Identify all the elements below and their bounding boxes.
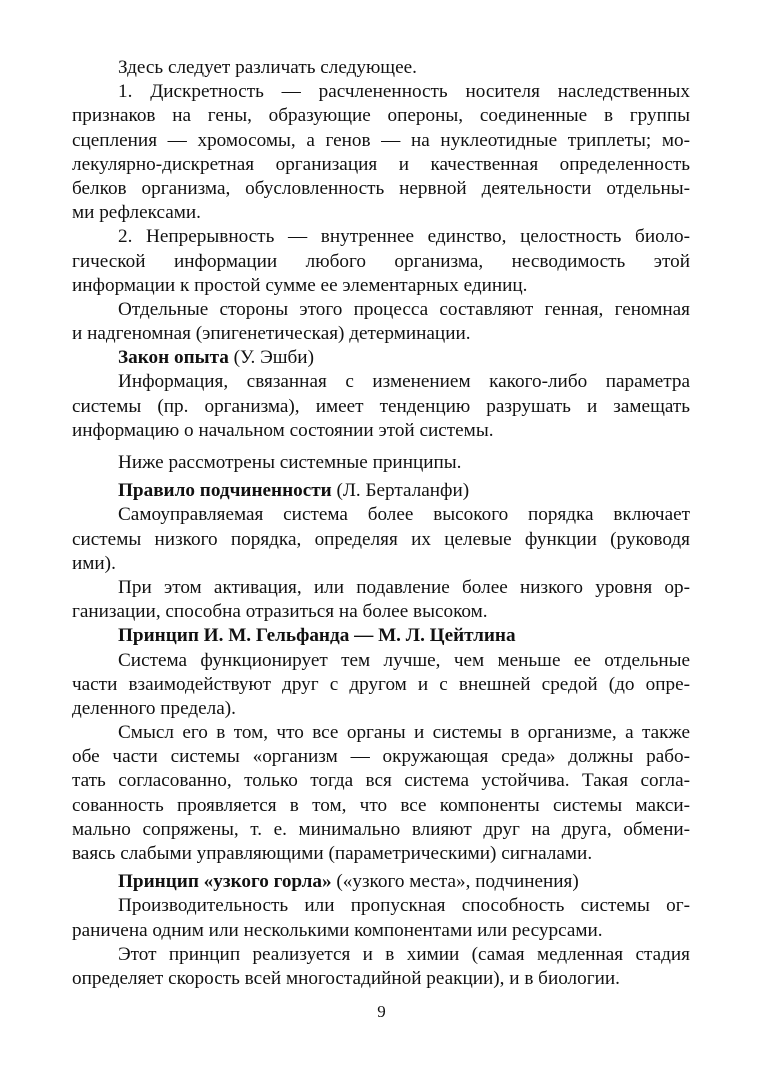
text-line: обе части системы «организм — окружающая среда» должны рабо-: [72, 746, 690, 768]
heading-author: (Л. Берталанфи): [331, 480, 470, 502]
text-line: ваясь слабыми управляющими (параметрическими) сигналами.: [72, 843, 593, 864]
section-heading-gelfand: [72, 624, 690, 648]
text-line: Производительность или пропускная способность системы ог-: [118, 895, 690, 917]
text-line: Самоуправляемая система более высокого порядка включает: [118, 504, 690, 526]
text-line: Этот принцип реализуется и в химии (самая медленная стадия: [118, 943, 690, 965]
heading-author: (У. Эшби): [228, 347, 314, 369]
text-line: Ниже рассмотрены системные принципы.: [118, 452, 462, 473]
text-line: сцепления — хромосомы, а генов — на нуклеотидные триплеты; мо-: [72, 129, 690, 151]
text-line: ими).: [72, 552, 116, 574]
text-line: ми рефлексами.: [72, 202, 201, 224]
text-line: и надгеномная (эпигенетическая) детерминации.: [72, 323, 471, 345]
page-body: [72, 56, 690, 991]
text-line: мально сопряжены, т. е. минимально влияют друг на друга, обмени-: [72, 818, 690, 840]
page-number: 9: [377, 1002, 386, 1021]
heading-bold: Принцип «узкого горла»: [118, 871, 332, 893]
text-line: гической информации любого организма, несводимость этой: [72, 250, 690, 272]
text-line: Система функционирует тем лучше, чем меньше ее отдельные: [118, 649, 690, 671]
text-line: Отдельные стороны этого процесса составляют генная, геномная: [118, 298, 690, 320]
text-line: Здесь следует различать следующее.: [118, 57, 417, 78]
text-line: признаков на гены, образующие опероны, соединенные в группы: [72, 105, 690, 127]
heading-bold: Принцип И. М. Гельфанда — М. Л. Цейтлина: [118, 625, 516, 647]
text-line: определяет скорость всей многостадийной реакции), и в биологии.: [72, 967, 620, 989]
text-line: ганизации, способна отразиться на более высоком.: [72, 601, 488, 623]
text-line: информацию о начальном состоянии этой системы.: [72, 419, 494, 441]
section-heading-bottleneck: [72, 870, 690, 894]
text-line: 1. Дискретность — расчлененность носителя наследственных: [118, 81, 690, 103]
text-line: При этом активация, или подавление более низкого уровня ор-: [118, 576, 690, 598]
section-heading-subordination: [72, 479, 690, 503]
text-line: лекулярно-дискретная организация и качественная определенность: [72, 153, 690, 175]
heading-bold: Правило подчиненности: [118, 480, 332, 502]
text-line: 2. Непрерывность — внутреннее единство, целостность биоло-: [118, 226, 690, 248]
heading-bold: Закон опыта: [118, 347, 229, 369]
text-line: сованность проявляется в том, что все компоненты системы макси-: [72, 794, 690, 816]
section-heading-law-experience: [72, 346, 690, 370]
text-line: системы (пр. организма), имеет тенденцию разрушать и замещать: [72, 395, 690, 417]
text-line: раничена одним или несколькими компонентами или ресурсами.: [72, 919, 603, 941]
text-line: Смысл его в том, что все органы и системы в организме, а также: [118, 722, 690, 744]
text-line: системы низкого порядка, определяя их целевые функции (руководя: [72, 528, 690, 550]
text-line: деленного предела).: [72, 697, 236, 719]
text-line: Информация, связанная с изменением какого-либо параметра: [118, 371, 690, 393]
heading-rest: («узкого места», подчинения): [331, 871, 579, 893]
text-line: тать согласованно, только тогда вся система устойчива. Такая согла-: [72, 770, 690, 792]
text-line: белков организма, обусловленность нервной деятельности отдельны-: [72, 177, 690, 199]
text-line: информации к простой сумме ее элементарных единиц.: [72, 274, 528, 296]
text-line: части взаимодействуют друг с другом и с внешней средой (до опре-: [72, 673, 690, 695]
